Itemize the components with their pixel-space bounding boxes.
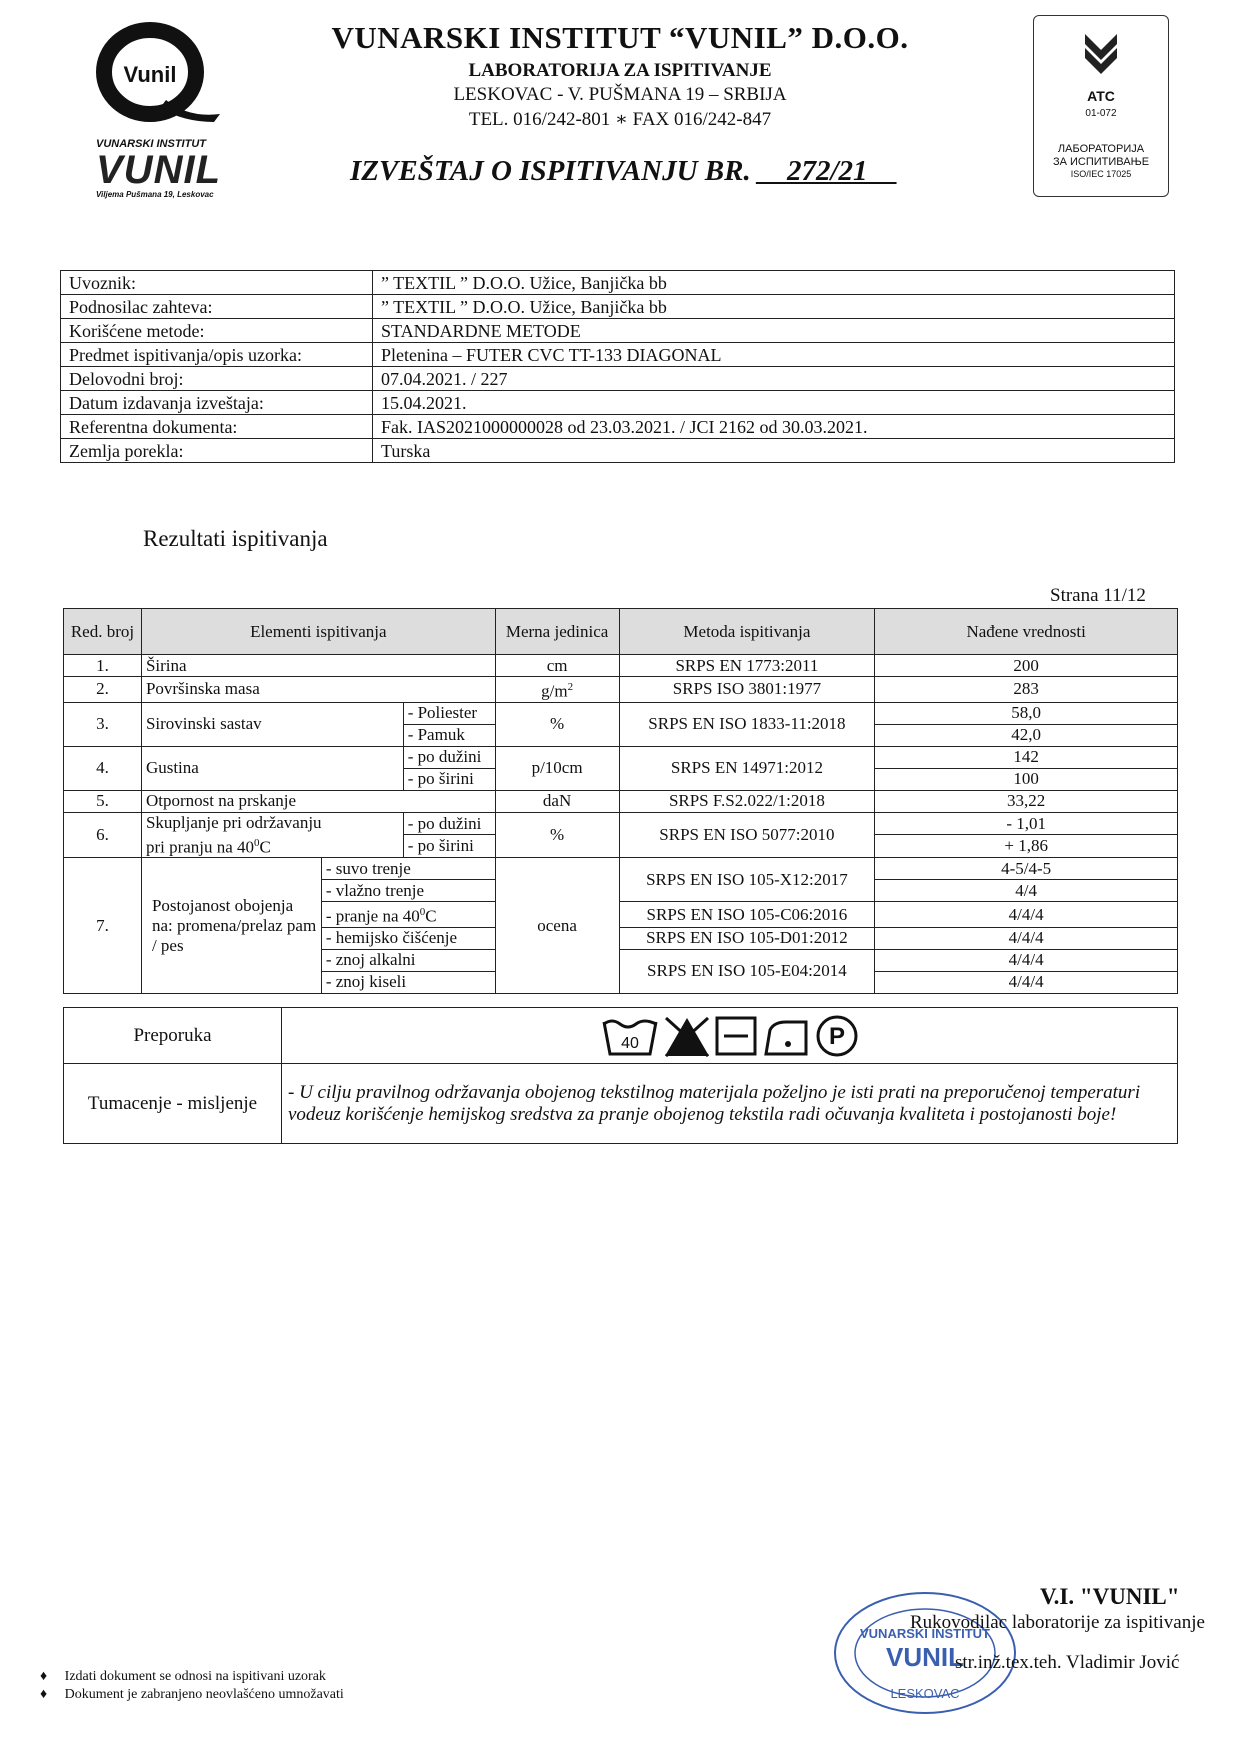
atc-check-icon <box>1081 30 1121 76</box>
preporuka-label: Preporuka <box>64 1008 282 1064</box>
method: SRPS ISO 3801:1977 <box>619 677 875 703</box>
value: 142 <box>875 746 1178 768</box>
unit: % <box>495 812 619 858</box>
institute-label: VUNARSKI INSTITUT <box>96 138 206 150</box>
unit: daN <box>495 790 619 812</box>
report-title: IZVEŠTAJ O ISPITIVANJU BR. __272/21__ <box>350 155 897 187</box>
report-number: 272/21 <box>786 155 868 187</box>
table-row <box>64 812 1178 835</box>
element-name: Površinska masa <box>141 677 495 703</box>
atc-label: ATC <box>1087 88 1115 104</box>
row-number: 6. <box>64 812 142 858</box>
sample-info-table <box>60 270 1175 463</box>
atc-code: 01-072 <box>1085 108 1117 119</box>
vunil-q-logo <box>88 22 228 122</box>
info-label: Datum izdavanja izveštaja: <box>61 391 373 415</box>
sub-element: - Pamuk <box>403 724 495 746</box>
value: 283 <box>875 677 1178 703</box>
value: 4/4/4 <box>875 902 1178 928</box>
footer-role: Rukovodilac laboratorije za ispitivanje <box>910 1612 1205 1633</box>
value: 33,22 <box>875 790 1178 812</box>
info-row <box>61 391 1175 415</box>
sub-element: - Poliester <box>403 702 495 724</box>
header-block <box>330 20 910 131</box>
row-number: 4. <box>64 746 142 790</box>
report-title-label: IZVEŠTAJ O ISPITIVANJU BR. <box>350 155 751 187</box>
value: 4/4 <box>875 880 1178 902</box>
value: 42,0 <box>875 724 1178 746</box>
sub-element: - po dužini <box>403 746 495 768</box>
table-row <box>64 655 1178 677</box>
row-number: 5. <box>64 790 142 812</box>
sub-element: - vlažno trenje <box>321 880 495 902</box>
sub-element: - znoj alkalni <box>321 949 495 971</box>
results-header-row <box>64 609 1178 655</box>
unit: $g/m^2$ <box>495 677 619 703</box>
info-value: Turska <box>373 439 1175 463</box>
sub-element: - suvo trenje <box>321 858 495 880</box>
method: SRPS EN ISO 105-X12:2017 <box>619 858 875 902</box>
info-value: 07.04.2021. / 227 <box>373 367 1175 391</box>
value: + 1,86 <box>875 835 1178 858</box>
element-name: Širina <box>141 655 495 677</box>
dry-clean-p-icon <box>814 1013 860 1059</box>
header-metoda: Metoda ispitivanja <box>619 609 875 655</box>
unit: p/10cm <box>495 746 619 790</box>
info-label: Zemlja porekla: <box>61 439 373 463</box>
note-item: ♦ Dokument je zabranjeno neovlašćeno umnožavati <box>40 1687 344 1702</box>
value: 58,0 <box>875 702 1178 724</box>
method: SRPS EN ISO 1833-11:2018 <box>619 702 875 746</box>
info-label: Delovodni broj: <box>61 367 373 391</box>
tumacenje-text: - U cilju pravilnog održavanja obojenog tekstilnog materijala poželjno je isti prati na preporučenoj temperaturi vodeuz korišćenje hemijskog sredstva za pranje obojenog tekstila radi očuvanja kvaliteta i postojanosti boje! <box>282 1064 1178 1144</box>
info-value: Fak. IAS2021000000028 od 23.03.2021. / JCI 2162 od 30.03.2021. <box>373 415 1175 439</box>
atc-lab: ЛАБОРАТОРИЈА ЗА ИСПИТИВАЊЕ <box>1052 143 1150 168</box>
unit: cm <box>495 655 619 677</box>
info-row <box>61 271 1175 295</box>
value: 100 <box>875 768 1178 790</box>
svg-text:LESKOVAC: LESKOVAC <box>890 1686 960 1701</box>
sub-element: - znoj kiseli <box>321 971 495 993</box>
sub-element: - po širini <box>403 768 495 790</box>
atc-iso: ISO/IEC 17025 <box>1070 169 1132 179</box>
value: 4/4/4 <box>875 927 1178 949</box>
info-label: Podnosilac zahteva: <box>61 295 373 319</box>
info-row <box>61 367 1175 391</box>
svg-text:VUNARSKI INSTITUT: VUNARSKI INSTITUT <box>860 1626 990 1641</box>
method: SRPS EN ISO 105-C06:2016 <box>619 902 875 928</box>
table-row <box>64 858 1178 880</box>
element-name: Sirovinski sastav <box>141 702 403 746</box>
header-phone: TEL. 016/242-801 ∗ FAX 016/242-847 <box>468 109 772 130</box>
method: SRPS EN 14971:2012 <box>619 746 875 790</box>
institute-logo-text: VUNIL <box>96 148 221 192</box>
table-row <box>64 677 1178 703</box>
value: 200 <box>875 655 1178 677</box>
method: SRPS EN ISO 105-D01:2012 <box>619 927 875 949</box>
header-title: VUNARSKI INSTITUT “VUNIL” D.O.O. <box>331 20 909 55</box>
sub-element: - po dužini <box>403 812 495 835</box>
tumacenje-label: Tumacenje - misljenje <box>64 1064 282 1144</box>
info-value: Pletenina – FUTER CVC TT-133 DIAGONAL <box>373 343 1175 367</box>
row-number: 3. <box>64 702 142 746</box>
atc-accreditation-badge <box>1033 15 1169 197</box>
svg-text:40: 40 <box>620 1034 639 1052</box>
svg-text:VUNIL: VUNIL <box>886 1642 964 1672</box>
table-row <box>64 702 1178 724</box>
tumble-dry-icon <box>714 1014 758 1058</box>
info-row <box>61 439 1175 463</box>
unit: % <box>495 702 619 746</box>
method: SRPS F.S2.022/1:2018 <box>619 790 875 812</box>
wash-40-icon <box>600 1014 660 1058</box>
sub-element: - po širini <box>403 835 495 858</box>
method: SRPS EN 1773:2011 <box>619 655 875 677</box>
info-row <box>61 319 1175 343</box>
method: SRPS EN ISO 5077:2010 <box>619 812 875 858</box>
iron-icon <box>760 1014 812 1058</box>
institute-address: Viljema Pušmana 19, Leskovac <box>96 190 214 199</box>
header-elementi: Elementi ispitivanja <box>141 609 495 655</box>
element-name: Gustina <box>141 746 403 790</box>
value: 4/4/4 <box>875 949 1178 971</box>
value: - 1,01 <box>875 812 1178 835</box>
info-value: ” TEXTIL ” D.O.O. Užice, Banjička bb <box>373 295 1175 319</box>
header-subtitle: LABORATORIJA ZA ISPITIVANJE <box>468 60 772 81</box>
care-symbols <box>282 1008 1178 1064</box>
info-row <box>61 295 1175 319</box>
row-number: 7. <box>64 858 142 994</box>
info-value: ” TEXTIL ” D.O.O. Užice, Banjička bb <box>373 271 1175 295</box>
info-value: 15.04.2021. <box>373 391 1175 415</box>
footer-org: V.I. "VUNIL" <box>1040 1584 1180 1609</box>
info-label: Predmet ispitivanja/opis uzorka: <box>61 343 373 367</box>
no-bleach-icon <box>662 1014 712 1058</box>
element-name: Skupljanje pri održavanju pri pranju na $40^0C$ <box>141 812 403 858</box>
row-number: 1. <box>64 655 142 677</box>
method: SRPS EN ISO 105-E04:2014 <box>619 949 875 993</box>
header-address: LESKOVAC - V. PUŠMANA 19 – SRBIJA <box>453 84 787 105</box>
footer-notes <box>40 1668 344 1704</box>
svg-text:P: P <box>828 1022 845 1050</box>
results-table-body <box>63 608 1178 994</box>
value: 4/4/4 <box>875 971 1178 993</box>
element-name: Otpornost na prskanje <box>141 790 495 812</box>
header-red-broj: Red. broj <box>64 609 142 655</box>
row-number: 2. <box>64 677 142 703</box>
info-label: Korišćene metode: <box>61 319 373 343</box>
section-title: Rezultati ispitivanja <box>143 526 328 551</box>
recommendation-table <box>63 1007 1178 1144</box>
note-item: ♦ Izdati dokument se odnosi na ispitivani uzorak <box>40 1669 326 1684</box>
table-row <box>64 746 1178 768</box>
info-row <box>61 415 1175 439</box>
sub-element: - pranje na $40^0C$ <box>321 902 495 928</box>
info-row <box>61 343 1175 367</box>
header-vrednosti: Nađene vrednosti <box>875 609 1178 655</box>
info-label: Referentna dokumenta: <box>61 415 373 439</box>
footer-signer: str.inž.tex.teh. Vladimir Jović <box>955 1652 1180 1673</box>
value: 4-5/4-5 <box>875 858 1178 880</box>
info-value: STANDARDNE METODE <box>373 319 1175 343</box>
page-number: Strana 11/12 <box>1050 585 1146 606</box>
header-merna: Merna jedinica <box>495 609 619 655</box>
table-row <box>64 790 1178 812</box>
svg-text:Vunil: Vunil <box>123 62 177 87</box>
unit: ocena <box>495 858 619 994</box>
element-name: Postojanost obojenja na: promena/prelaz pam / pes <box>141 858 321 994</box>
sub-element: - hemijsko čišćenje <box>321 927 495 949</box>
info-label: Uvoznik: <box>61 271 373 295</box>
